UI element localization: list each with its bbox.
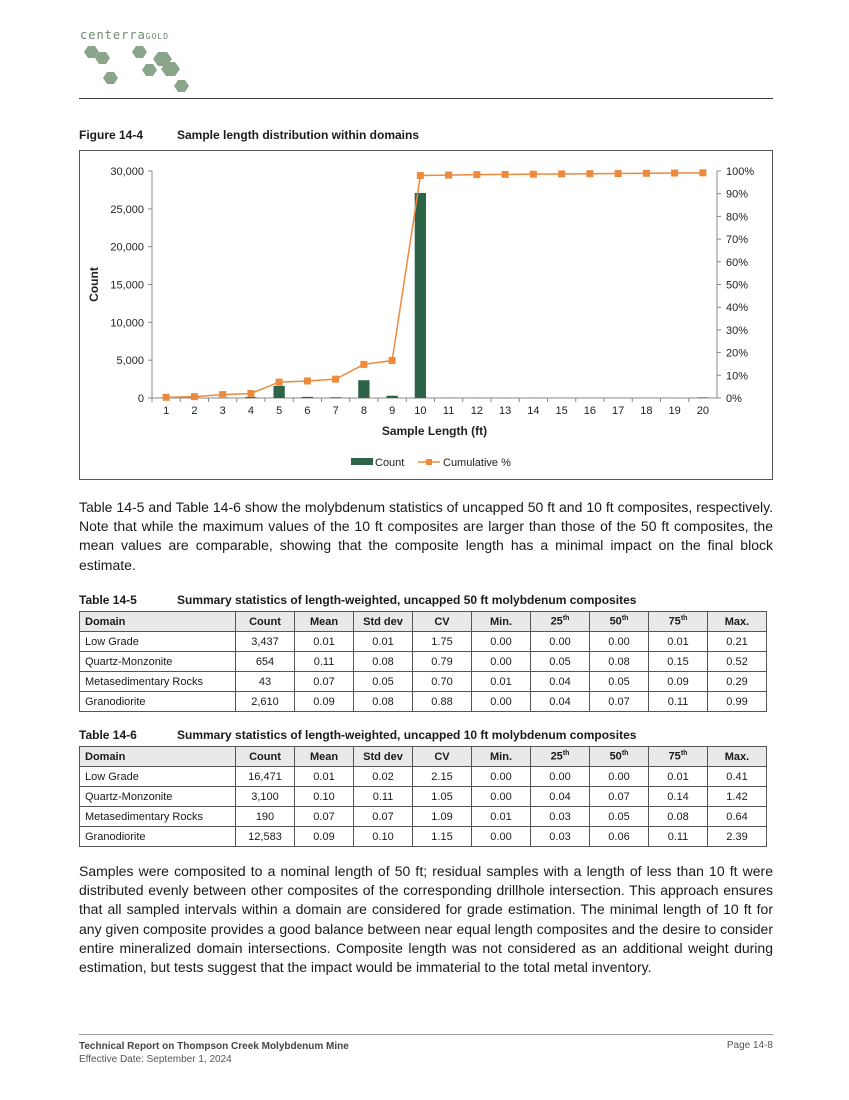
table-cell: 0.08: [354, 652, 413, 672]
column-header: CV: [413, 747, 472, 767]
table-cell: 16,471: [236, 767, 295, 787]
column-header: 50th: [590, 747, 649, 767]
table-cell: 0.09: [295, 692, 354, 712]
cumulative-marker: [247, 390, 254, 397]
x-tick-label: 8: [360, 405, 367, 417]
table-header-row: [80, 747, 767, 767]
sample-length-chart: [80, 151, 772, 479]
table-cell: 0.04: [531, 692, 590, 712]
y-tick-label: 20,000: [110, 241, 144, 254]
y2-tick-label: 50%: [726, 279, 749, 292]
x-tick-label: 6: [304, 405, 311, 417]
table-cell: 0.00: [472, 632, 531, 652]
table-cell: 0.11: [649, 827, 708, 847]
count-bar: [245, 397, 256, 398]
table-14-6-caption: Table 14-6 Summary statistics of length-weighted, uncapped 10 ft molybdenum composites: [79, 728, 637, 742]
cumulative-marker: [615, 170, 622, 177]
x-tick-label: 12: [470, 405, 483, 417]
y2-tick-label: 70%: [726, 234, 749, 247]
y-tick-label: 5,000: [116, 355, 144, 368]
table-cell: 0.01: [472, 672, 531, 692]
column-header: 75th: [649, 747, 708, 767]
table-cell: 0.08: [354, 692, 413, 712]
y-tick-label: 30,000: [110, 166, 144, 178]
table-cell: 0.99: [708, 692, 767, 712]
body-paragraph-1: Table 14-5 and Table 14-6 show the molybdenum statistics of uncapped 50 ft and 10 ft composites, respectively. Note that while the maximum values of the 10 ft composites are larger than those of the 50 ft composites, the mean values are comparable, showing that the composite length has a minimal impact on the final block estimate.: [79, 499, 773, 573]
y2-tick-label: 100%: [726, 166, 755, 178]
cumulative-marker: [163, 394, 170, 401]
table-cell: 0.00: [531, 767, 590, 787]
y2-tick-label: 20%: [726, 347, 749, 360]
table-cell: 0.00: [590, 632, 649, 652]
cumulative-marker: [389, 357, 396, 364]
table-cell: 0.01: [295, 767, 354, 787]
x-axis-title: Sample Length (ft): [381, 424, 488, 438]
table-row: [80, 807, 767, 827]
table-cell: 0.00: [472, 827, 531, 847]
table-cell: 0.00: [472, 787, 531, 807]
legend-cumulative-marker: [426, 459, 432, 465]
footer-report-title: Technical Report on Thompson Creek Molybdenum Mine: [79, 1041, 349, 1052]
cumulative-marker: [191, 393, 198, 400]
table-cell: 0.11: [295, 652, 354, 672]
table-cell: 0.07: [590, 787, 649, 807]
y2-tick-label: 90%: [726, 188, 749, 201]
page-number: Page 14-8: [726, 1040, 773, 1051]
table-cell: 0.00: [472, 767, 531, 787]
y2-tick-label: 80%: [726, 211, 749, 224]
cumulative-marker: [304, 377, 311, 384]
table-row: [80, 787, 767, 807]
table-cell: 0.14: [649, 787, 708, 807]
table-cell: 0.88: [413, 692, 472, 712]
table-cell: 2.15: [413, 767, 472, 787]
legend-count-swatch: [351, 458, 373, 465]
column-header: 75th: [649, 612, 708, 632]
table-cell: 1.05: [413, 787, 472, 807]
table-cell: 0.01: [295, 632, 354, 652]
column-header: 25th: [531, 747, 590, 767]
table-cell: 0.10: [354, 827, 413, 847]
table-cell: 0.11: [354, 787, 413, 807]
table-cell: 0.79: [413, 652, 472, 672]
cumulative-marker: [699, 169, 706, 176]
x-tick-label: 2: [191, 405, 198, 417]
y2-tick-label: 30%: [726, 324, 749, 337]
table-header-row: [80, 612, 767, 632]
table-cell: 0.04: [531, 787, 590, 807]
table-cell: 190: [236, 807, 295, 827]
x-tick-label: 18: [640, 405, 653, 417]
column-header: Max.: [708, 612, 767, 632]
column-header: Min.: [472, 747, 531, 767]
table-cell: 0.07: [295, 807, 354, 827]
x-tick-label: 20: [696, 405, 709, 417]
table-cell: 2,610: [236, 692, 295, 712]
table-cell: 0.05: [531, 652, 590, 672]
table-cell: 0.04: [531, 672, 590, 692]
table-cell: 0.00: [472, 652, 531, 672]
table-row: [80, 672, 767, 692]
table-cell: 0.06: [590, 827, 649, 847]
table-cell: 1.15: [413, 827, 472, 847]
count-bar: [273, 386, 284, 398]
x-tick-label: 5: [276, 405, 283, 417]
column-header: Mean: [295, 612, 354, 632]
y-tick-label: 0: [137, 393, 144, 405]
cumulative-marker: [219, 391, 226, 398]
x-tick-label: 3: [219, 405, 226, 417]
count-bar: [302, 397, 313, 398]
x-tick-label: 11: [442, 405, 455, 417]
table-cell: Metasedimentary Rocks: [80, 807, 236, 827]
legend-count-label: Count: [375, 457, 405, 469]
cumulative-marker: [332, 376, 339, 383]
x-tick-label: 15: [555, 405, 568, 417]
table-cell: 3,100: [236, 787, 295, 807]
count-bar: [330, 397, 341, 398]
column-header: Max.: [708, 747, 767, 767]
column-header: Mean: [295, 747, 354, 767]
count-bar: [358, 380, 369, 398]
table-cell: 0.00: [590, 767, 649, 787]
cumulative-marker: [276, 379, 283, 386]
x-tick-label: 10: [414, 405, 427, 417]
column-header: Domain: [80, 612, 236, 632]
table-cell: 1.42: [708, 787, 767, 807]
table-cell: 0.01: [649, 767, 708, 787]
count-bar: [697, 397, 708, 398]
table-14-5-caption: Table 14-5 Summary statistics of length-weighted, uncapped 50 ft molybdenum composites: [79, 593, 637, 607]
table-cell: 0.03: [531, 827, 590, 847]
table-cell: 0.08: [649, 807, 708, 827]
x-tick-label: 1: [163, 405, 170, 417]
table-cell: 0.21: [708, 632, 767, 652]
column-header: Domain: [80, 747, 236, 767]
x-tick-label: 14: [527, 405, 540, 417]
table-cell: 2.39: [708, 827, 767, 847]
table-cell: 43: [236, 672, 295, 692]
y2-tick-label: 40%: [726, 302, 749, 315]
footer-divider: [79, 1034, 773, 1035]
table-cell: 0.08: [590, 652, 649, 672]
table-cell: 0.09: [295, 827, 354, 847]
legend-cumulative-label: Cumulative %: [443, 457, 511, 469]
table-cell: Granodiorite: [80, 827, 236, 847]
logo-wordmark: centerraGOLD: [80, 28, 170, 42]
table-cell: 0.10: [295, 787, 354, 807]
column-header: 50th: [590, 612, 649, 632]
table-cell: 0.41: [708, 767, 767, 787]
table-cell: Low Grade: [80, 767, 236, 787]
table-14-5: [79, 611, 767, 712]
cumulative-marker: [586, 170, 593, 177]
table-cell: Quartz-Monzonite: [80, 787, 236, 807]
table-row: [80, 827, 767, 847]
table-cell: Low Grade: [80, 632, 236, 652]
table-cell: Quartz-Monzonite: [80, 652, 236, 672]
table-cell: 0.64: [708, 807, 767, 827]
column-header: CV: [413, 612, 472, 632]
table-cell: 0.07: [295, 672, 354, 692]
table-cell: 1.75: [413, 632, 472, 652]
table-14-6: [79, 746, 767, 847]
cumulative-marker: [417, 172, 424, 179]
y2-tick-label: 10%: [726, 370, 749, 383]
cumulative-marker: [502, 171, 509, 178]
table-cell: 0.70: [413, 672, 472, 692]
table-cell: 0.03: [531, 807, 590, 827]
table-cell: 0.52: [708, 652, 767, 672]
footer-effective-date: Effective Date: September 1, 2024: [79, 1054, 232, 1065]
table-cell: Granodiorite: [80, 692, 236, 712]
x-tick-label: 7: [332, 405, 339, 417]
table-cell: 0.29: [708, 672, 767, 692]
cumulative-line: [166, 173, 703, 398]
table-cell: 0.02: [354, 767, 413, 787]
column-header: Count: [236, 747, 295, 767]
footer-report-info: [79, 1040, 349, 1066]
table-row: [80, 632, 767, 652]
cumulative-marker: [473, 171, 480, 178]
y-axis-title: Count: [87, 267, 101, 302]
x-tick-label: 19: [668, 405, 681, 417]
cumulative-marker: [445, 172, 452, 179]
cumulative-marker: [530, 171, 537, 178]
body-paragraph-2: Samples were composited to a nominal length of 50 ft; residual samples with a length of less than 10 ft were distributed evenly between other composites of the corresponding drillhole intersection. This approach ensures that all sampled intervals within a domain are considered for grade estimation. The minimal length of 10 ft for any given composite provides a good balance between near equal length composites and the desire to consider entire mineralized domain intersections. Composite length was not considered as an additional weight during estimation, but tests suggest that the impact would be immaterial to the total metal inventory.: [79, 863, 773, 976]
cumulative-marker: [360, 361, 367, 368]
column-header: Min.: [472, 612, 531, 632]
table-cell: 0.01: [354, 632, 413, 652]
table-cell: 0.11: [649, 692, 708, 712]
x-tick-label: 17: [612, 405, 625, 417]
header-divider: [79, 98, 773, 99]
y-tick-label: 10,000: [110, 317, 144, 330]
count-bar: [386, 396, 397, 398]
cumulative-marker: [643, 170, 650, 177]
table-cell: 0.00: [531, 632, 590, 652]
x-tick-label: 4: [247, 405, 254, 417]
table-row: [80, 767, 767, 787]
table-cell: 0.01: [472, 807, 531, 827]
table-cell: 0.07: [354, 807, 413, 827]
table-cell: 1.09: [413, 807, 472, 827]
y-tick-label: 15,000: [110, 279, 144, 292]
table-cell: 12,583: [236, 827, 295, 847]
y2-tick-label: 60%: [726, 256, 749, 269]
y-tick-label: 25,000: [110, 203, 144, 216]
table-cell: 0.07: [590, 692, 649, 712]
cumulative-marker: [671, 170, 678, 177]
figure-caption: Figure 14-4 Sample length distribution within domains: [79, 128, 420, 142]
table-cell: 654: [236, 652, 295, 672]
x-tick-label: 13: [499, 405, 512, 417]
company-logo: [80, 28, 220, 94]
table-cell: 0.01: [649, 632, 708, 652]
chart-frame: [79, 150, 773, 480]
table-cell: 3,437: [236, 632, 295, 652]
hexagon-logo-icon: [80, 42, 220, 94]
y2-tick-label: 0%: [726, 393, 742, 405]
x-tick-label: 9: [389, 405, 396, 417]
column-header: Std dev: [354, 747, 413, 767]
table-cell: 0.15: [649, 652, 708, 672]
column-header: 25th: [531, 612, 590, 632]
column-header: Count: [236, 612, 295, 632]
column-header: Std dev: [354, 612, 413, 632]
count-bar: [415, 193, 426, 398]
table-cell: 0.05: [590, 807, 649, 827]
table-row: [80, 692, 767, 712]
table-cell: 0.09: [649, 672, 708, 692]
table-cell: 0.00: [472, 692, 531, 712]
x-tick-label: 16: [583, 405, 596, 417]
table-cell: Metasedimentary Rocks: [80, 672, 236, 692]
table-cell: 0.05: [590, 672, 649, 692]
cumulative-marker: [558, 170, 565, 177]
table-row: [80, 652, 767, 672]
table-cell: 0.05: [354, 672, 413, 692]
